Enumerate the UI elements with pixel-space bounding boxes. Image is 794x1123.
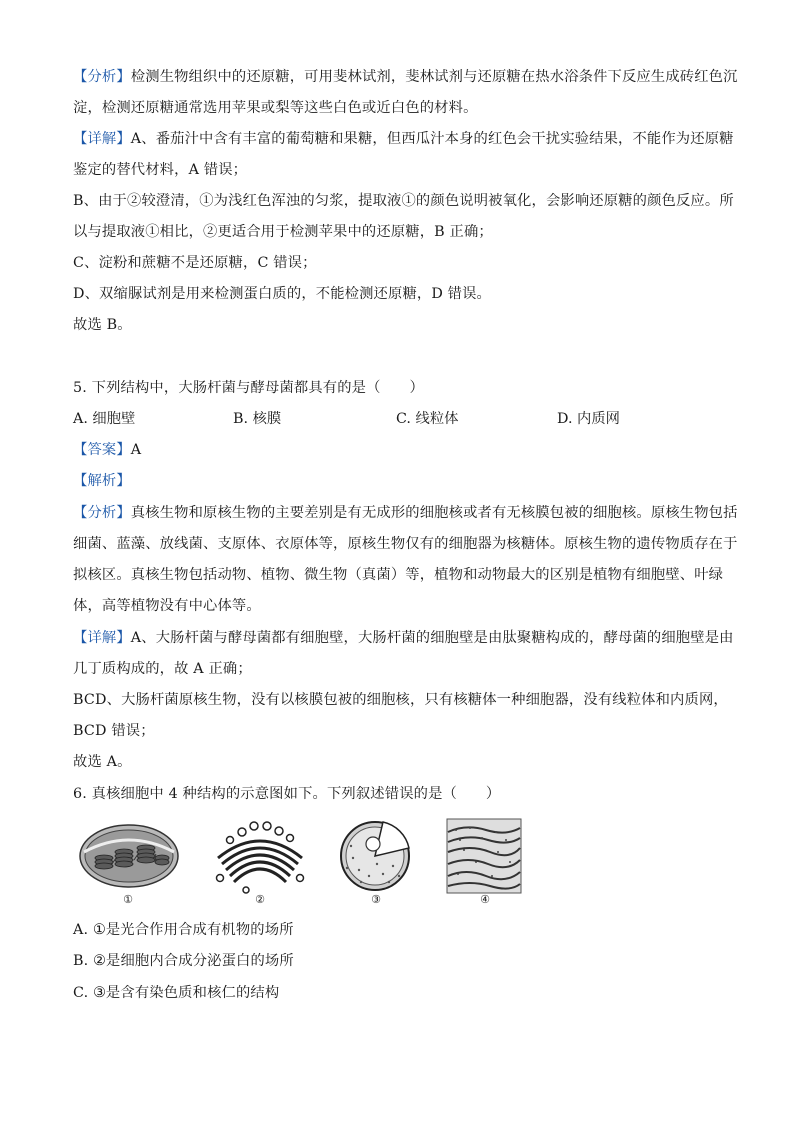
chloroplast-illustration <box>78 818 180 890</box>
q5-answer <box>73 440 723 460</box>
q5-detail-line-3: BCD、大肠杆菌原核生物，没有以核膜包被的细胞核，只有核糖体一种细胞器，没有线粒体和内质网， <box>73 692 728 708</box>
q5-option-b: B. 核膜 <box>233 411 282 427</box>
q4-analysis-line-2: 淀，检测还原糖通常选用苹果或梨等这些白色或近白色的材料。 <box>73 100 478 116</box>
q4-detail-line-3: B、由于②较澄清，①为浅红色浑浊的匀浆，提取液①的颜色说明被氧化，会影响还原糖的颜色反应。所 <box>73 193 734 209</box>
detail-tag: 【详解】 <box>73 131 131 147</box>
analysis-tag: 【分析】 <box>73 505 131 521</box>
q6-stem: 6. 真核细胞中 4 种结构的示意图如下。下列叙述错误的是（ ） <box>73 786 501 802</box>
q5-analysis-line-2: 细菌、蓝藻、放线菌、支原体、衣原体等，原核生物仅有的细胞器为核糖体。原核生物的遗传物质存在于 <box>73 536 738 552</box>
figure-label-1: ① <box>123 893 133 906</box>
q6-option-b: B. ②是细胞内合成分泌蛋白的场所 <box>73 953 294 969</box>
answer-tag: 【答案】 <box>73 442 131 458</box>
analysis-tag: 【分析】 <box>73 69 131 85</box>
q4-detail-line-6: D、双缩脲试剂是用来检测蛋白质的，不能检测还原糖，D 错误。 <box>73 286 491 302</box>
q5-explain-tag: 【解析】 <box>73 473 131 489</box>
q5-analysis-line-1: 【分析】真核生物和原核生物的主要差别是有无成形的细胞核或者有无核膜包被的细胞核。原核生物包括 <box>73 505 738 521</box>
q5-analysis-line-4: 体，高等植物没有中心体等。 <box>73 598 261 614</box>
q5-option-c: C. 线粒体 <box>396 411 459 427</box>
endoplasmic-reticulum-illustration <box>446 818 522 894</box>
q4-detail-line-5: C、淀粉和蔗糖不是还原糖，C 错误； <box>73 255 317 271</box>
q5-detail-line-2: 几丁质构成的，故 A 正确； <box>73 661 252 677</box>
q5-option-a: A. 细胞壁 <box>73 411 136 427</box>
nucleus-illustration <box>333 818 419 894</box>
q5-option-d: D. 内质网 <box>557 411 620 427</box>
detail-tag: 【详解】 <box>73 630 131 646</box>
figure-label-3: ③ <box>371 893 381 906</box>
q4-analysis-line-1: 【分析】检测生物组织中的还原糖，可用斐林试剂，斐林试剂与还原糖在热水浴条件下反应生成砖红色沉 <box>73 69 738 85</box>
q5-analysis-line-3: 拟核区。真核生物包括动物、植物、微生物（真菌）等，植物和动物最大的区别是植物有细胞壁、叶绿 <box>73 567 724 583</box>
q4-conclusion: 故选 B。 <box>73 317 132 333</box>
figure-label-2: ② <box>255 893 265 906</box>
q4-detail-line-2: 鉴定的替代材料，A 错误； <box>73 162 248 178</box>
answer-value: A <box>130 442 142 458</box>
q5-conclusion: 故选 A。 <box>73 754 132 770</box>
q5-stem: 5. 下列结构中，大肠杆菌与酵母菌都具有的是（ ） <box>73 380 424 396</box>
q6-option-a: A. ①是光合作用合成有机物的场所 <box>73 922 294 938</box>
golgi-illustration <box>212 818 308 894</box>
q4-detail-line-4: 以与提取液①相比，②更适合用于检测苹果中的还原糖，B 正确； <box>73 224 493 240</box>
q4-detail-line-1: 【详解】A、番茄汁中含有丰富的葡萄糖和果糖，但西瓜汁本身的红色会干扰实验结果，不能作为还原糖 <box>73 131 734 147</box>
figure-label-4: ④ <box>480 893 490 906</box>
q5-detail-line-4: BCD 错误； <box>73 723 155 739</box>
q6-option-c: C. ③是含有染色质和核仁的结构 <box>73 985 280 1001</box>
q5-detail-line-1: 【详解】A、大肠杆菌与酵母菌都有细胞壁，大肠杆菌的细胞壁是由肽聚糖构成的，酵母菌的细胞壁是由 <box>73 630 734 646</box>
